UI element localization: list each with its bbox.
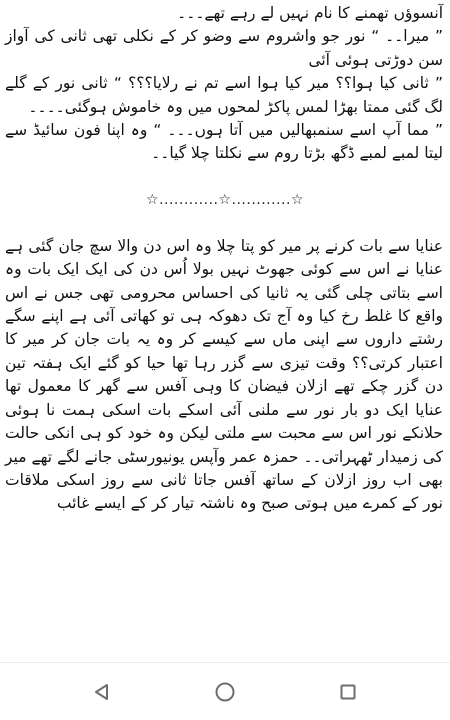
paragraph-2: ” میرا۔۔ “ نور جو واشروم سے وضو کر کے نکلی تھی ثانی کی آواز سن دوڑتی ہوئی آئی <box>5 27 443 69</box>
paragraph-4: ” مما آپ اسے سنمبھالیں میں آتا ہوں۔۔۔ “ وہ اپنا فون سائیڈ سے لیتا لمبے لمبے ڈگھ بڑتا روم سے نکلتا چلا گیا۔۔ <box>5 121 443 163</box>
home-circle-icon <box>214 681 236 703</box>
home-button[interactable] <box>201 668 249 716</box>
paragraph-5: عنایا سے بات کرنے پر میر کو پتا چلا وہ اس دن والا سچ جان گئی ہے عنایا نے اس سے کوئی جھوٹ نہیں بولا اُس دن کی ایک ایک بات وہ اسے بتاتی چلی گئی یہ ثانیا کی احساس محرومی تھی جس نے اس واقع کا غلط رخ کیا وہ آج تک دھوکہ ہی تو کھاتی آئی ہے اپنے سگے رشتے داروں سے اپنی ماں سے کیسے کر وہ یہ بات جان کر میر کا اعتبار کرتی؟؟ وقت تیزی سے گزر رہا تھا حیا کو گئے ایک ہفتہ تین دن گزر چکے تھے ازلان فیضان کا وہی آفس سے گھر کا معمول تھا عنایا ایک دو بار نور سے ملنی آئی اسکے بات اسکی ہمت نا ہوئی حلانکے نور اس سے محبت سے ملتی لیکن وہ خود کو ہی انکی حالت کی زمیدار ٹھہراتی۔۔ حمزہ عمر وآپس یونیورسٹی جانے لگے تھے میر بھی اب روز ازلان کے ساتھ آفس جاتا ثانی سے روز اسکی ملاقات نور کے کمرے میں ہوتی صبح وہ ناشتہ تیار کر کے ایسے غائب <box>5 236 443 513</box>
back-button[interactable] <box>78 668 126 716</box>
back-triangle-icon <box>92 682 112 702</box>
recents-square-icon <box>339 683 357 701</box>
section-divider: ☆............☆............☆ <box>146 191 304 208</box>
recents-button[interactable] <box>324 668 372 716</box>
paragraph-1: آنسوؤں تھمنے کا نام نہیں لے رہے تھے۔۔۔ <box>177 4 443 22</box>
paragraph-3: ” ثانی کیا ہوا؟؟ میر کیا ہوا اسے تم نے رلایا؟؟؟ “ ثانی نور کے گلے لگ گئی ممتا بھڑا لمس پاکڑ لمحوں میں وہ خاموش ہوگئی۔۔۔۔ <box>5 74 443 116</box>
system-navigation-bar <box>0 662 450 720</box>
